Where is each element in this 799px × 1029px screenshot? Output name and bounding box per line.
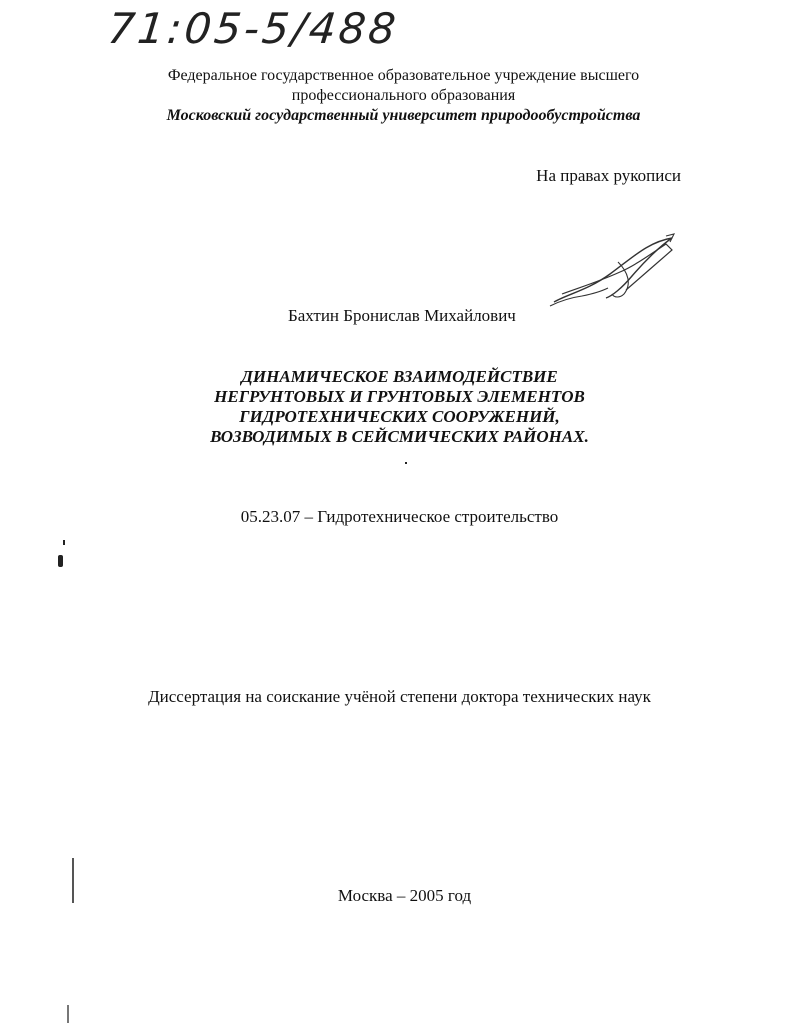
title-line: ГИДРОТЕХНИЧЕСКИХ СООРУЖЕНИЙ, <box>239 407 560 426</box>
scan-speck <box>405 462 407 464</box>
title-line: ВОЗВОДИМЫХ В СЕЙСМИЧЕСКИХ РАЙОНАХ. <box>210 427 589 446</box>
university-name: Московский государственный университет природообустройства <box>166 107 641 124</box>
scan-speck <box>63 540 65 545</box>
specialty-code: 05.23.07 – Гидротехническое строительство <box>240 507 559 526</box>
city-year: Москва – 2005 год <box>337 886 472 905</box>
scan-speck <box>58 555 63 567</box>
signature-icon <box>548 232 680 312</box>
institution-line-1: Федеральное государственное образовательное учреждение высшего <box>167 67 640 84</box>
author-name: Бахтин Бронислав Михайлович <box>288 306 516 325</box>
handwritten-shelfmark: 71:05-5/488 <box>105 4 401 53</box>
institution-line-2: профессионального образования <box>291 87 516 104</box>
title-line: ДИНАМИЧЕСКОЕ ВЗАИМОДЕЙСТВИЕ <box>241 367 558 386</box>
title-line: НЕГРУНТОВЫХ И ГРУНТОВЫХ ЭЛЕМЕНТОВ <box>214 387 585 406</box>
degree-statement: Диссертация на соискание учёной степени доктора технических наук <box>148 687 651 706</box>
scan-speck <box>67 1005 69 1023</box>
rights-note: На правах рукописи <box>536 166 681 185</box>
dissertation-title <box>0 367 799 447</box>
scan-speck <box>72 858 74 903</box>
